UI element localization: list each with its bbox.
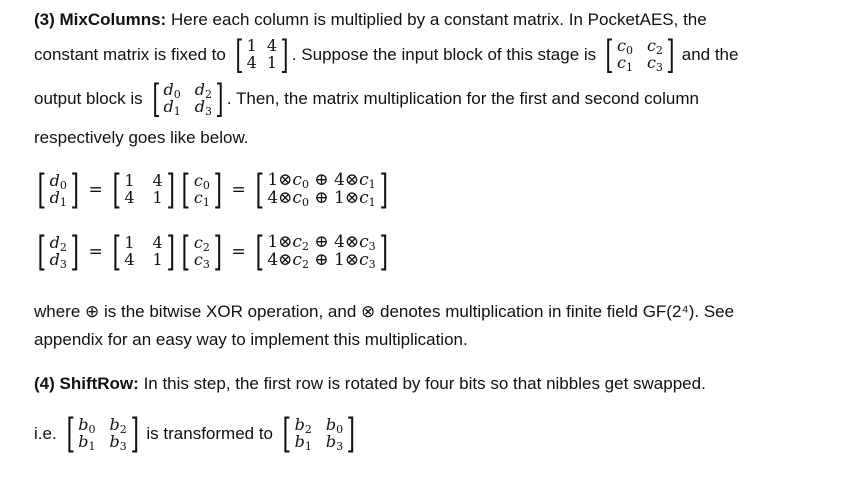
- eq1-output-vector: [ $d_0$ $d_1$ ]: [37, 167, 79, 213]
- matrix-cell: 1: [124, 233, 135, 253]
- constant-matrix-intro: constant matrix is fixed to: [34, 45, 226, 64]
- matrix-cell: $d_3$: [194, 97, 213, 118]
- matrix-cell: $d_0$: [163, 80, 181, 102]
- equation-first-column: [ $d_0$ $d_1$ ] = [ 1 4 4 1 ] [ $c_0$ $c_1$ ] = [ $1\otimes c_0$ ⊕ $4\otimes c_1$ $4\otimes c_0$ ⊕ $1\otimes c_1$ ]: [34, 170, 391, 210]
- matrix-cell: 4: [152, 233, 163, 253]
- eq2-result-vector: [ $1\otimes c_2$ ⊕ $4\otimes c_3$ $4\otimes c_2$ ⊕ $1\otimes c_3$ ]: [255, 229, 388, 275]
- eq2-constant-matrix: [ 1 4 4 1 ]: [112, 229, 175, 275]
- matrix-cell: $b_1$: [78, 432, 96, 453]
- eq2-input-vector: [ $c_2$ $c_3$ ]: [181, 229, 222, 275]
- eq2-output-vector: [ $d_2$ $d_3$ ]: [37, 229, 79, 275]
- mixcolumns-line-2: [34, 33, 739, 77]
- shiftrow-heading: (4) ShiftRow:: [34, 374, 139, 393]
- matrix-cell: 1: [246, 36, 257, 56]
- matrix-cell: $b_0$: [78, 415, 96, 437]
- matrix-cell: $b_3$: [109, 432, 127, 453]
- equation-second-column: [ $d_2$ $d_3$ ] = [ 1 4 4 1 ] [ $c_2$ $c_3$ ] = [ $1\otimes c_2$ ⊕ $4\otimes c_3$ $4\otimes c_2$ ⊕ $1\otimes c_3$ ]: [34, 232, 391, 272]
- shiftrow-text: In this step, the first row is rotated by four bits so that nibbles get swapped.: [143, 374, 706, 393]
- before-matrix: [ $b_0$ $b_2$ $b_1$ $b_3$ ]: [66, 411, 139, 457]
- matrix-cell: $b_2$: [109, 415, 127, 437]
- where-line-1: where ⊕ is the bitwise XOR operation, and ⊗ denotes multiplication in finite field GF(2⁴). See: [34, 302, 735, 321]
- matrix-cell: $c_1$: [616, 53, 633, 74]
- matrix-cell: 1: [152, 188, 163, 207]
- matrix-cell: $d_1$: [163, 97, 181, 118]
- eq1-result-vector: [ $1\otimes c_0$ ⊕ $4\otimes c_1$ $4\otimes c_0$ ⊕ $1\otimes c_1$ ]: [255, 167, 388, 213]
- matrix-cell: 4: [266, 36, 278, 56]
- matrix-cell: $b_3$: [325, 432, 344, 453]
- matrix-cell: $c_0$: [616, 36, 633, 58]
- matrix-cell: 1: [152, 250, 163, 269]
- input-matrix: [ $c_0$ $c_2$ $c_1$ $c_3$ ]: [605, 33, 675, 77]
- after-matrix: [ $b_2$ $b_0$ $b_1$ $b_3$ ]: [282, 411, 356, 457]
- matrix-cell: $b_0$: [325, 415, 344, 437]
- matrix-cell: $b_1$: [294, 432, 312, 453]
- multiplication-intro: . Then, the matrix multiplication for the first and second column: [226, 89, 699, 108]
- shiftrow-line: [34, 374, 706, 394]
- mixcolumns-line-1: [34, 10, 707, 30]
- output-block-intro: output block is: [34, 89, 143, 108]
- ie-text: i.e.: [34, 424, 57, 443]
- matrix-cell: $d_2$: [194, 80, 213, 102]
- eq1-input-vector: [ $c_0$ $c_1$ ]: [181, 167, 222, 213]
- and-the-text: and the: [681, 45, 739, 64]
- mixcolumns-line-4: respectively goes like below.: [34, 128, 249, 147]
- mixcolumns-intro: Here each column is multiplied by a constant matrix. In PocketAES, the: [170, 10, 707, 29]
- eq1-constant-matrix: [ 1 4 4 1 ]: [112, 167, 175, 213]
- mixcolumns-heading: (3) MixColumns:: [34, 10, 167, 29]
- matrix-cell: $c_3$: [646, 53, 663, 74]
- matrix-cell: $b_2$: [294, 415, 312, 437]
- transformed-text: is transformed to: [146, 424, 274, 443]
- input-block-intro: . Suppose the input block of this stage is: [291, 45, 597, 64]
- matrix-cell: $c_2$: [646, 36, 663, 58]
- matrix-cell: 1: [124, 171, 135, 191]
- where-line-2: appendix for an easy way to implement this multiplication.: [34, 330, 468, 349]
- output-matrix: [ $d_0$ $d_2$ $d_1$ $d_3$ ]: [152, 77, 224, 121]
- matrix-cell: 4: [246, 53, 257, 72]
- constant-matrix: [ 1 4 4 1 ]: [235, 33, 289, 77]
- mixcolumns-line-3: [34, 77, 699, 121]
- matrix-cell: 4: [124, 250, 135, 269]
- shiftrow-example: [34, 411, 359, 457]
- matrix-cell: 1: [266, 53, 278, 72]
- matrix-cell: 4: [124, 188, 135, 207]
- matrix-cell: 4: [152, 171, 163, 191]
